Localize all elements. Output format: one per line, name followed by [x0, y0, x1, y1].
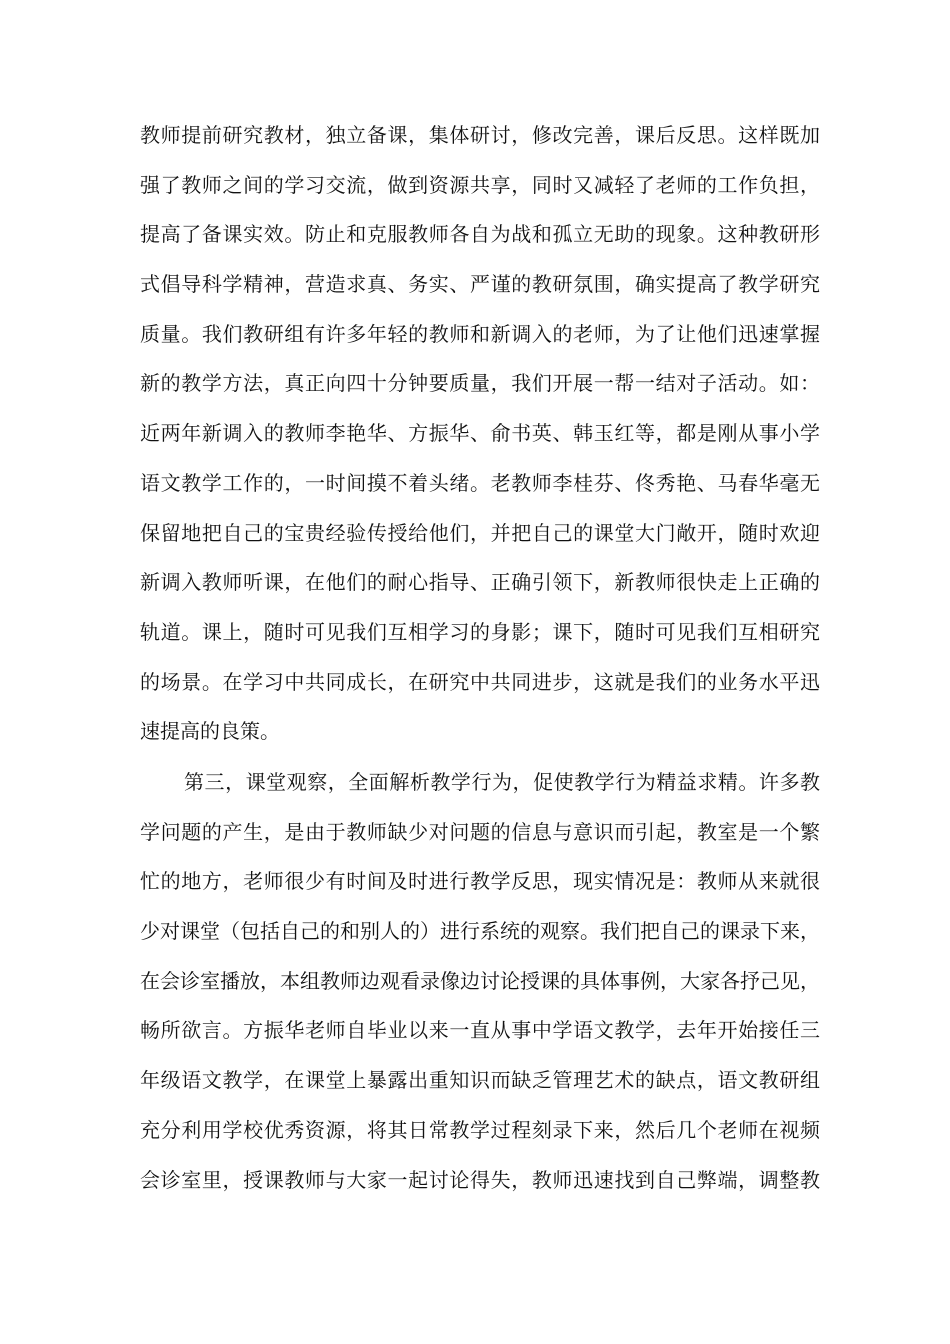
- text-line: 学问题的产生，是由于教师缺少对问题的信息与意识而引起，教室是一个繁: [140, 819, 820, 844]
- text-line: 语文教学工作的，一时间摸不着头绪。老教师李桂芬、佟秀艳、马春华毫无: [140, 470, 820, 495]
- text-line: 速提高的良策。: [140, 719, 280, 744]
- text-line: 充分利用学校优秀资源，将其日常教学过程刻录下来，然后几个老师在视频: [140, 1117, 820, 1142]
- text-line: 年级语文教学，在课堂上暴露出重知识而缺乏管理艺术的缺点，语文教研组: [140, 1068, 820, 1093]
- text-line: 教师提前研究教材，独立备课，集体研讨，修改完善，课后反思。这样既加: [140, 123, 820, 147]
- paragraph-1: [140, 111, 820, 757]
- text-line: 新的教学方法，真正向四十分钟要质量，我们开展一帮一结对子活动。如：: [140, 371, 820, 396]
- text-line: 质量。我们教研组有许多年轻的教师和新调入的老师，为了让他们迅速掌握: [140, 321, 820, 346]
- text-line: 忙的地方，老师很少有时间及时进行教学反思，现实情况是：教师从来就很: [140, 869, 820, 894]
- text-line: 第三，课堂观察，全面解析教学行为，促使教学行为精益求精。许多教: [184, 770, 820, 794]
- text-line: 保留地把自己的宝贵经验传授给他们，并把自己的课堂大门敞开，随时欢迎: [140, 520, 820, 545]
- text-line: 式倡导科学精神，营造求真、务实、严谨的教研氛围，确实提高了教学研究: [140, 272, 820, 297]
- text-line: 畅所欲言。方振华老师自毕业以来一直从事中学语文教学，去年开始接任三: [140, 1018, 820, 1043]
- text-line: 新调入教师听课，在他们的耐心指导、正确引领下，新教师很快走上正确的: [140, 570, 820, 595]
- text-line: 少对课堂（包括自己的和别人的）进行系统的观察。我们把自己的课录下来，: [140, 919, 820, 944]
- text-line: 近两年新调入的教师李艳华、方振华、俞书英、韩玉红等，都是刚从事小学: [140, 421, 820, 446]
- text-line: 在会诊室播放，本组教师边观看录像边讨论授课的具体事例，大家各抒己见，: [140, 968, 820, 993]
- text-line: 提高了备课实效。防止和克服教师各自为战和孤立无助的现象。这种教研形: [140, 222, 820, 247]
- text-line: 强了教师之间的学习交流，做到资源共享，同时又减轻了老师的工作负担，: [140, 172, 820, 197]
- text-line: 会诊室里，授课教师与大家一起讨论得失，教师迅速找到自己弊端，调整教: [140, 1167, 820, 1192]
- text-line: 轨道。课上，随时可见我们互相学习的身影；课下，随时可见我们互相研究: [140, 619, 820, 644]
- text-line: 的场景。在学习中共同成长，在研究中共同进步，这就是我们的业务水平迅: [140, 669, 820, 694]
- paragraph-2: [140, 758, 820, 1205]
